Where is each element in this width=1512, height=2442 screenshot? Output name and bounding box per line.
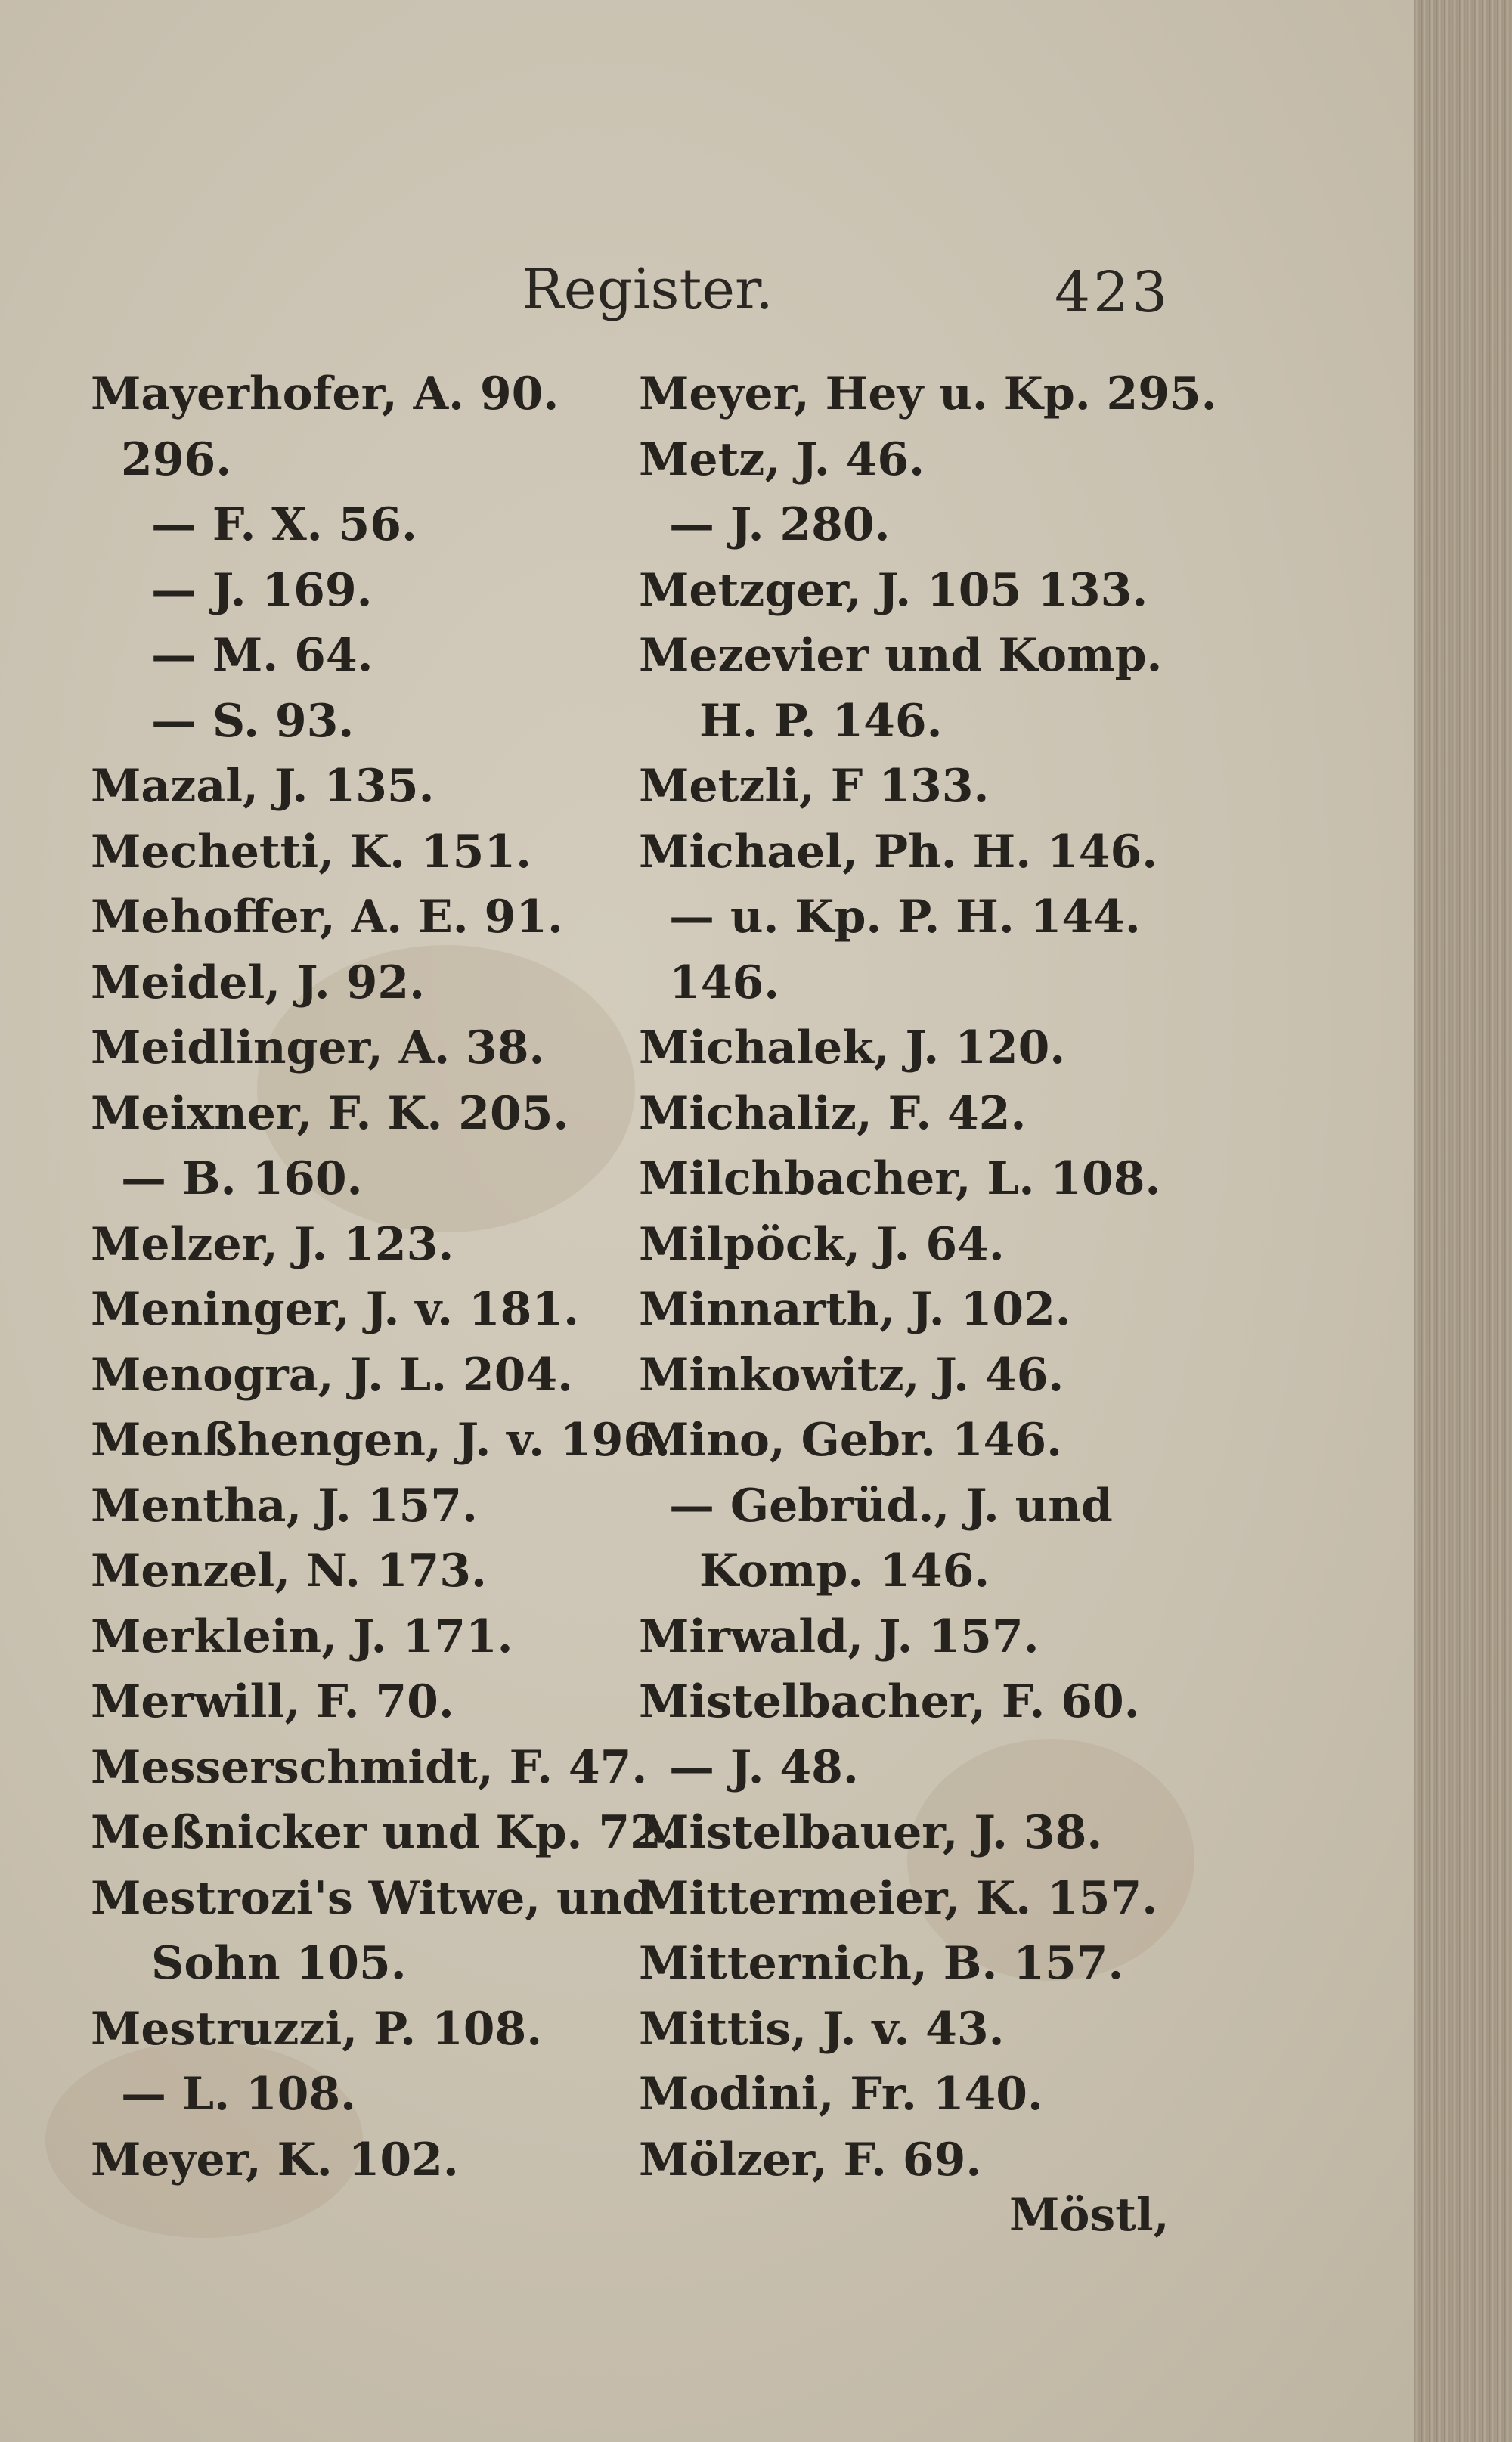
index-entry: Milpöck, J. 64. xyxy=(639,1217,1005,1271)
index-entry: Mölzer, F. 69. xyxy=(639,2133,982,2186)
index-entry: Mayerhofer, A. 90. xyxy=(91,367,559,420)
index-entry: Mittis, J. v. 43. xyxy=(639,2002,1005,2056)
catchword: Möstl, xyxy=(1009,2189,1170,2242)
index-entry: Meidel, J. 92. xyxy=(91,956,425,1009)
index-entry: Menßhengen, J. v. 196. xyxy=(91,1414,671,1467)
index-entry: — S. 93. xyxy=(151,694,355,748)
index-entry: Michael, Ph. H. 146. xyxy=(639,825,1158,879)
index-entry: Merwill, F. 70. xyxy=(91,1675,454,1728)
index-entry: Mechetti, K. 151. xyxy=(91,825,531,879)
index-entry: Mino, Gebr. 146. xyxy=(639,1414,1063,1467)
index-entry: Meidlinger, A. 38. xyxy=(91,1021,545,1074)
index-entry: Metzli, F 133. xyxy=(639,760,990,813)
index-entry: Mentha, J. 157. xyxy=(91,1479,478,1532)
index-entry: Michalek, J. 120. xyxy=(639,1021,1066,1074)
index-entry: — J. 169. xyxy=(151,563,373,617)
index-entry: — F. X. 56. xyxy=(151,498,417,551)
running-header xyxy=(0,257,1179,348)
header-title: Register. xyxy=(522,257,773,322)
right-column xyxy=(639,361,1217,2193)
index-entry: Messerschmidt, F. 47. xyxy=(91,1740,648,1794)
index-entry: Mistelbauer, J. 38. xyxy=(639,1806,1103,1859)
index-entry: Mitternich, B. 157. xyxy=(639,1937,1124,1990)
index-entry: 296. xyxy=(121,432,232,486)
index-entry: Meninger, J. v. 181. xyxy=(91,1283,580,1336)
index-entry: Mestruzzi, P. 108. xyxy=(91,2002,543,2056)
index-entry: Mistelbacher, F. 60. xyxy=(639,1675,1140,1728)
index-entry: — M. 64. xyxy=(151,629,373,682)
index-entry: Michaliz, F. 42. xyxy=(639,1086,1027,1140)
index-entry: Melzer, J. 123. xyxy=(91,1217,454,1271)
index-entry: Milchbacher, L. 108. xyxy=(639,1152,1161,1205)
index-entry: Metz, J. 46. xyxy=(639,432,925,486)
index-entry: Menzel, N. 173. xyxy=(91,1545,487,1598)
index-entry: Meixner, F. K. 205. xyxy=(91,1086,569,1140)
index-entry: 146. xyxy=(669,956,780,1009)
index-entry: — Gebrüd., J. und xyxy=(669,1479,1113,1532)
index-entry: — J. 280. xyxy=(669,498,891,551)
index-entry: Meyer, K. 102. xyxy=(91,2133,459,2186)
index-entry: Merklein, J. 171. xyxy=(91,1610,513,1663)
index-entry: Komp. 146. xyxy=(699,1545,990,1598)
index-entry: Meßnicker und Kp. 72. xyxy=(91,1806,677,1859)
index-entry: Mazal, J. 135. xyxy=(91,760,435,813)
index-entry: — L. 108. xyxy=(121,2068,356,2121)
page-edge xyxy=(1414,0,1512,2442)
index-entry: Menogra, J. L. 204. xyxy=(91,1348,574,1402)
index-entry: Minnarth, J. 102. xyxy=(639,1283,1071,1336)
index-entry: — J. 48. xyxy=(669,1740,859,1794)
index-entry: Metzger, J. 105 133. xyxy=(639,563,1148,617)
index-entry: Modini, Fr. 140. xyxy=(639,2068,1043,2121)
index-entry: Mirwald, J. 157. xyxy=(639,1610,1040,1663)
index-entry: Minkowitz, J. 46. xyxy=(639,1348,1064,1402)
index-entry: Mestrozi's Witwe, und xyxy=(91,1871,655,1925)
index-entry: Mezevier und Komp. xyxy=(639,629,1163,682)
left-column xyxy=(91,361,677,2193)
index-entry: Sohn 105. xyxy=(151,1937,407,1990)
page-number: 423 xyxy=(1055,260,1171,325)
index-entry: Mehoffer, A. E. 91. xyxy=(91,891,563,944)
index-entry: Meyer, Hey u. Kp. 295. xyxy=(639,367,1217,420)
index-entry: — B. 160. xyxy=(121,1152,363,1205)
index-entry: Mittermeier, K. 157. xyxy=(639,1871,1158,1925)
index-entry: H. P. 146. xyxy=(699,694,943,748)
index-entry: — u. Kp. P. H. 144. xyxy=(669,891,1141,944)
